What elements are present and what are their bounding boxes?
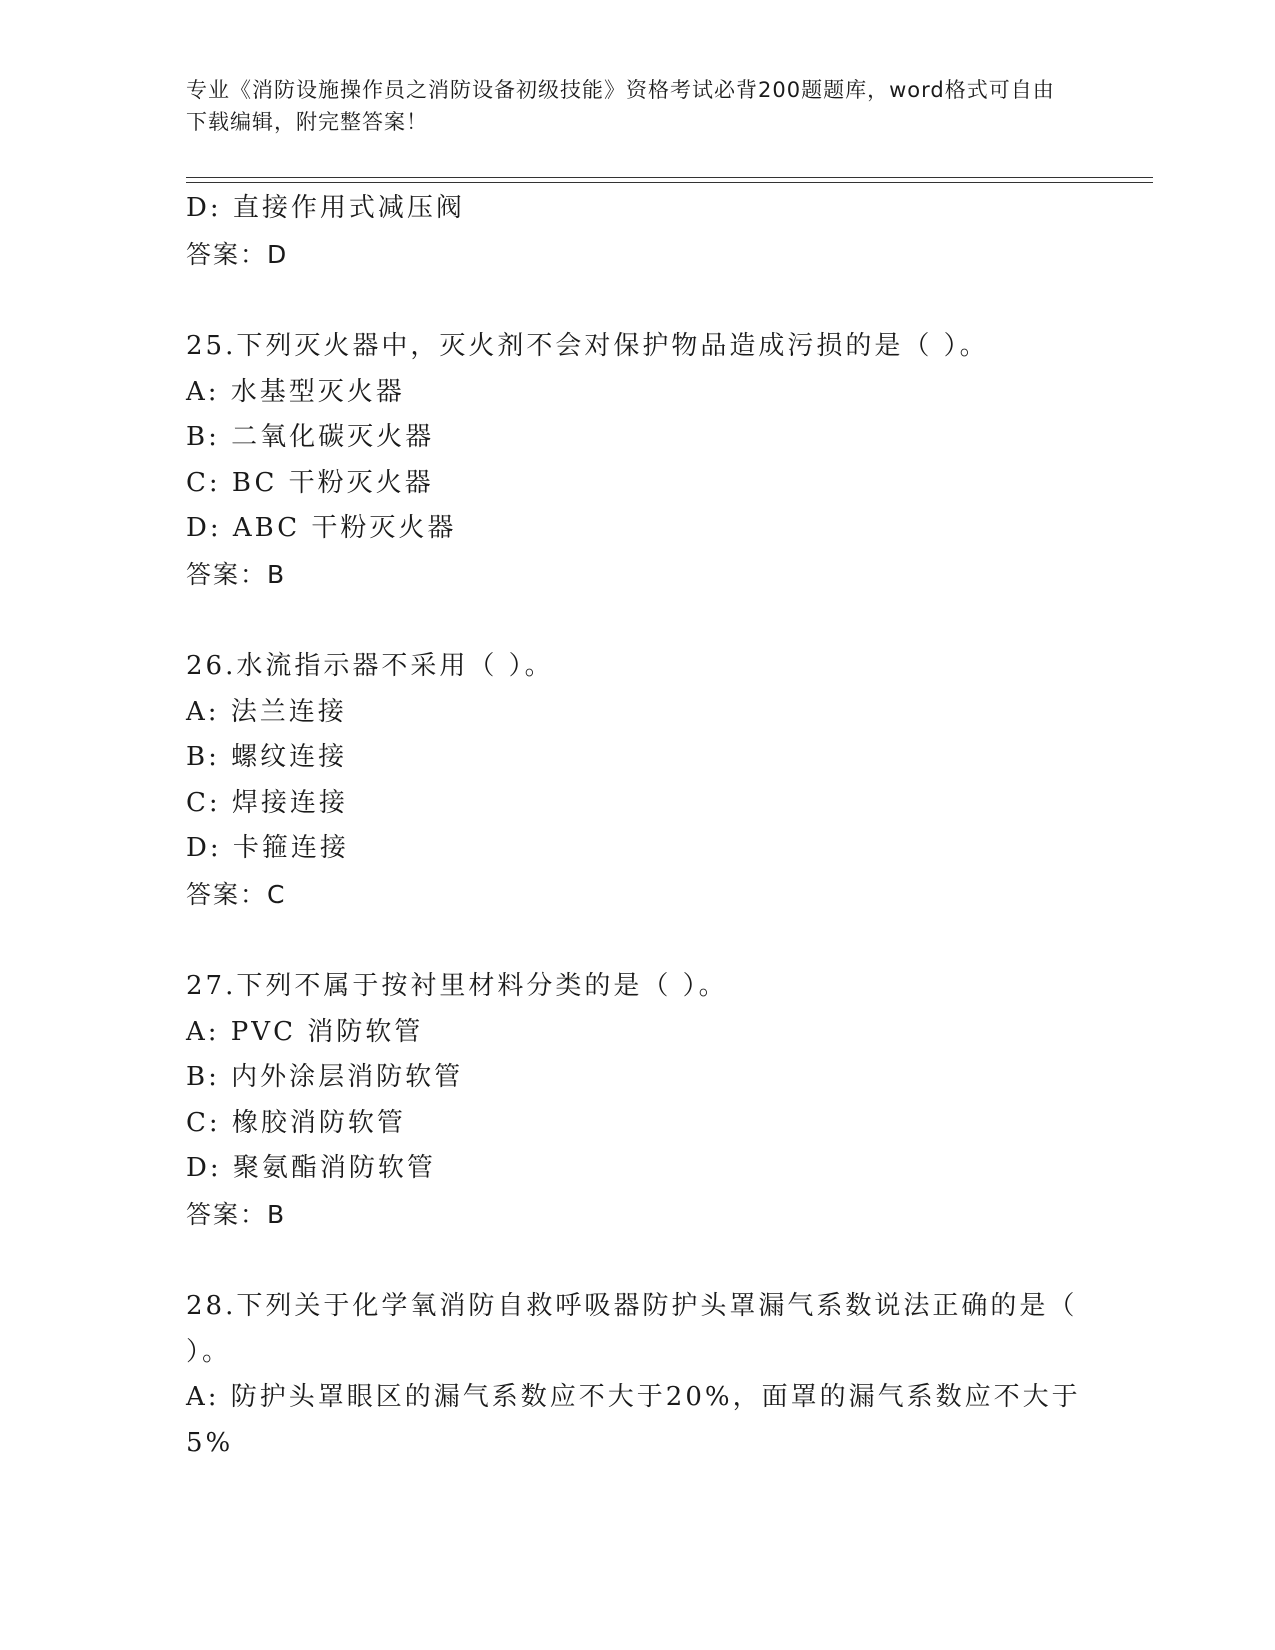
question-stem: 28.下列关于化学氧消防自救呼吸器防护头罩漏气系数说法正确的是（ ）。 [186, 1291, 1078, 1367]
question-list [186, 186, 1086, 1466]
document-header: 专业《消防设施操作员之消防设备初级技能》资格考试必背200题题库，word格式可自由下载编辑，附完整答案！ [186, 78, 1055, 134]
option-b: B: 二氧化碳灭火器 [186, 422, 435, 452]
question-stem: 26.水流指示器不采用（ ）。 [186, 651, 554, 681]
option-a: A: PVC 消防软管 [186, 1016, 424, 1047]
option-a: A: 防护头罩眼区的漏气系数应不大于20%，面罩的漏气系数应不大于5% [186, 1382, 1081, 1458]
question-stem: 27.下列不属于按衬里材料分类的是（ ）。 [186, 971, 728, 1001]
option-d: D: 聚氨酯消防软管 [186, 1153, 436, 1183]
prev-question-option-d: D: 直接作用式减压阀 [186, 193, 465, 223]
prev-question-answer: 答案：D [186, 239, 289, 269]
question-27 [186, 964, 1086, 1237]
question-answer: 答案：C [186, 879, 287, 909]
header-rule-top [186, 177, 1153, 178]
option-d: D: ABC 干粉灭火器 [186, 513, 457, 543]
question-answer: 答案：B [186, 1199, 287, 1229]
option-c: C: 焊接连接 [186, 787, 348, 818]
option-b: B: 螺纹连接 [186, 742, 348, 772]
option-b: B: 内外涂层消防软管 [186, 1062, 464, 1092]
question-answer: 答案：B [186, 559, 287, 589]
question-26 [186, 644, 1086, 917]
header-rule-bottom [186, 182, 1153, 183]
option-c: C: 橡胶消防软管 [186, 1107, 406, 1138]
question-25 [186, 324, 1086, 597]
option-a: A: 法兰连接 [186, 696, 347, 727]
option-c: C: BC 干粉灭火器 [186, 467, 434, 498]
question-28 [186, 1284, 1086, 1466]
question-stem: 25.下列灭火器中，灭火剂不会对保护物品造成污损的是（ ）。 [186, 331, 989, 361]
option-d: D: 卡箍连接 [186, 833, 349, 863]
option-a: A: 水基型灭火器 [186, 376, 405, 407]
